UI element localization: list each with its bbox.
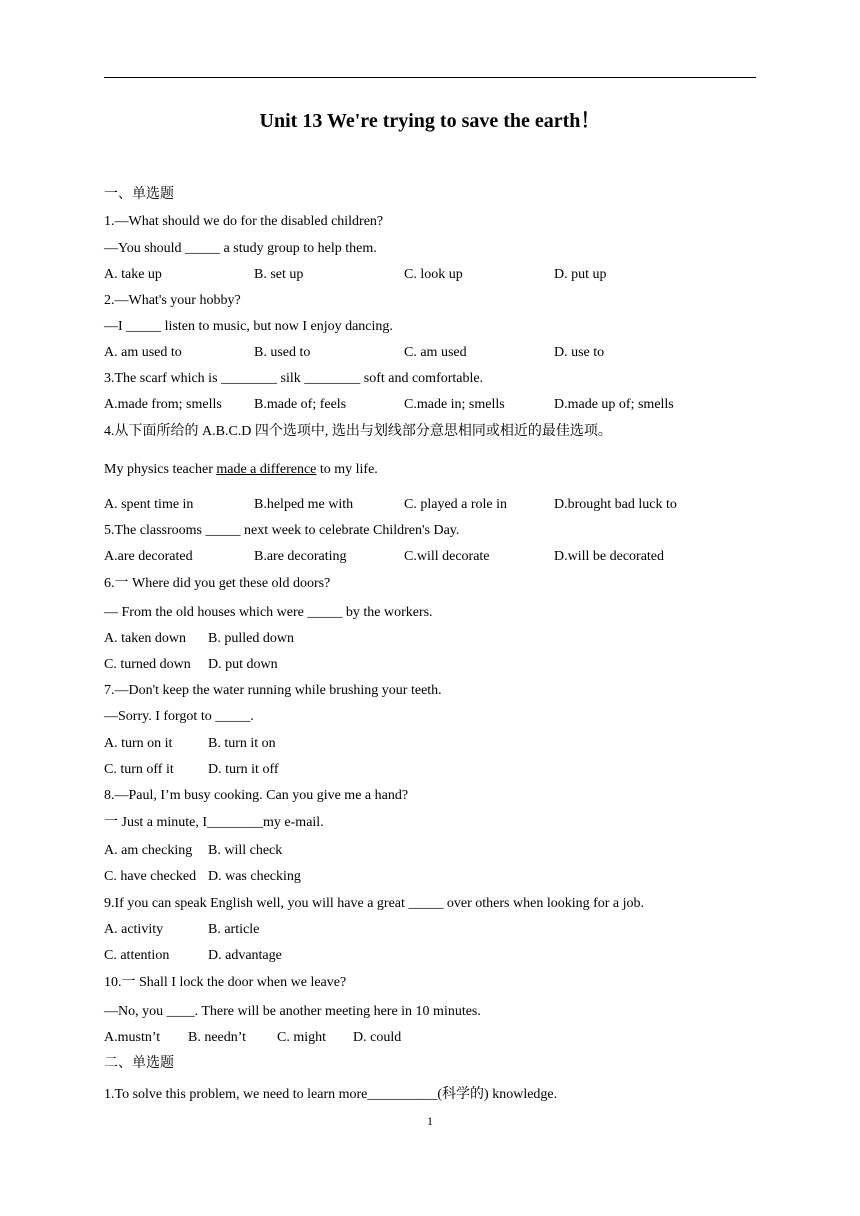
question-1-line-2: —You should _____ a study group to help them.: [104, 241, 377, 256]
section-heading-1: 一、单选题: [104, 187, 174, 202]
page-title: Unit 13 We're trying to save the earth！: [259, 110, 601, 132]
option-a: A. turn on it: [104, 736, 173, 751]
option-c: C. look up: [404, 267, 463, 282]
option-a: A. am used to: [104, 345, 182, 360]
question-2-line-1: 2.—What's your hobby?: [104, 293, 241, 308]
question-10-options: [104, 1029, 401, 1047]
option-b: B.helped me with: [254, 497, 354, 512]
question-4-stem: My physics teacher made a difference to my life.: [104, 462, 378, 477]
question-7-options-row-2: [104, 761, 279, 779]
option-d: D.will be decorated: [554, 549, 665, 564]
question-3-options: [104, 396, 674, 414]
option-b: B.made of; feels: [254, 397, 347, 412]
question-9-options-row-2: [104, 947, 282, 965]
question-6-line-2: — From the old houses which were _____ by the workers.: [104, 605, 433, 620]
question-1-line-1: 1.—What should we do for the disabled children?: [104, 214, 384, 229]
question-5-options: [104, 548, 664, 566]
option-a: A.are decorated: [104, 549, 193, 564]
question-10-line-1: 10.一 Shall I lock the door when we leave?: [104, 975, 347, 990]
option-b: B. used to: [254, 345, 311, 360]
question-5-line-1: 5.The classrooms _____ next week to celebrate Children's Day.: [104, 523, 460, 538]
question-8-line-1: 8.—Paul, I’m busy cooking. Can you give me a hand?: [104, 788, 409, 803]
section-2-question-1: 1.To solve this problem, we need to learn more__________(科学的) knowledge.: [104, 1087, 558, 1102]
option-b: B. article: [208, 922, 260, 937]
question-8-options-row-2: [104, 868, 301, 886]
option-d: D. use to: [554, 345, 605, 360]
question-4-options: [104, 496, 677, 514]
option-c: C. turn off it: [104, 762, 174, 777]
question-6-line-1: 6.一 Where did you get these old doors?: [104, 576, 331, 591]
option-c: C. turned down: [104, 657, 191, 672]
option-a: A. activity: [104, 922, 164, 937]
question-9-options-row-1: [104, 921, 259, 939]
option-b: B. needn’t: [188, 1030, 247, 1045]
question-2-options: [104, 344, 604, 362]
question-2-line-2: —I _____ listen to music, but now I enjoy dancing.: [104, 319, 393, 334]
option-c: C. have checked: [104, 869, 197, 884]
option-d: D. put down: [208, 657, 278, 672]
page-number: 1: [427, 1114, 433, 1128]
option-d: D. could: [353, 1030, 402, 1045]
option-c: C. might: [277, 1030, 327, 1045]
option-d: D. turn it off: [208, 762, 279, 777]
header-rule: [104, 77, 756, 78]
option-c: C. attention: [104, 948, 170, 963]
question-7-line-1: 7.—Don't keep the water running while brushing your teeth.: [104, 683, 442, 698]
option-a: A. taken down: [104, 631, 187, 646]
option-a: A.mustn’t: [104, 1030, 161, 1045]
option-b: B. set up: [254, 267, 304, 282]
question-6-options-row-2: [104, 656, 278, 674]
option-b: B. will check: [208, 843, 283, 858]
option-d: D.made up of; smells: [554, 397, 674, 412]
question-9-line-1: 9.If you can speak English well, you will have a great _____ over others when looking for a job.: [104, 896, 645, 911]
option-a: A.made from; smells: [104, 397, 222, 412]
question-10-line-2: —No, you ____. There will be another meeting here in 10 minutes.: [104, 1004, 481, 1019]
question-1-options: [104, 266, 607, 284]
question-7-options-row-1: [104, 735, 276, 753]
option-c: C.made in; smells: [404, 397, 505, 412]
answer-blank: _____: [307, 605, 343, 620]
option-d: D. advantage: [208, 948, 282, 963]
question-7-line-2: —Sorry. I forgot to _____.: [104, 709, 254, 724]
option-d: D.brought bad luck to: [554, 497, 677, 512]
question-8-options-row-1: [104, 842, 282, 860]
question-4-instruction: 4.从下面所给的 A.B.C.D 四个选项中, 选出与划线部分意思相同或相近的最佳选项。: [104, 424, 612, 439]
option-c: C. am used: [404, 345, 467, 360]
option-b: B.are decorating: [254, 549, 347, 564]
option-c: C.will decorate: [404, 549, 490, 564]
underlined-phrase: made a difference: [216, 462, 317, 477]
option-a: A. take up: [104, 267, 162, 282]
option-d: D. was checking: [208, 869, 301, 884]
option-b: B. pulled down: [208, 631, 294, 646]
question-6-options-row-1: [104, 630, 294, 648]
question-3-line-1: 3.The scarf which is ________ silk ________ soft and comfortable.: [104, 371, 484, 386]
option-c: C. played a role in: [404, 497, 508, 512]
option-d: D. put up: [554, 267, 607, 282]
question-8-line-2: 一 Just a minute, I________my e-mail.: [104, 815, 324, 830]
option-b: B. turn it on: [208, 736, 276, 751]
option-a: A. spent time in: [104, 497, 194, 512]
option-a: A. am checking: [104, 843, 193, 858]
section-heading-2: 二、单选题: [104, 1056, 174, 1071]
